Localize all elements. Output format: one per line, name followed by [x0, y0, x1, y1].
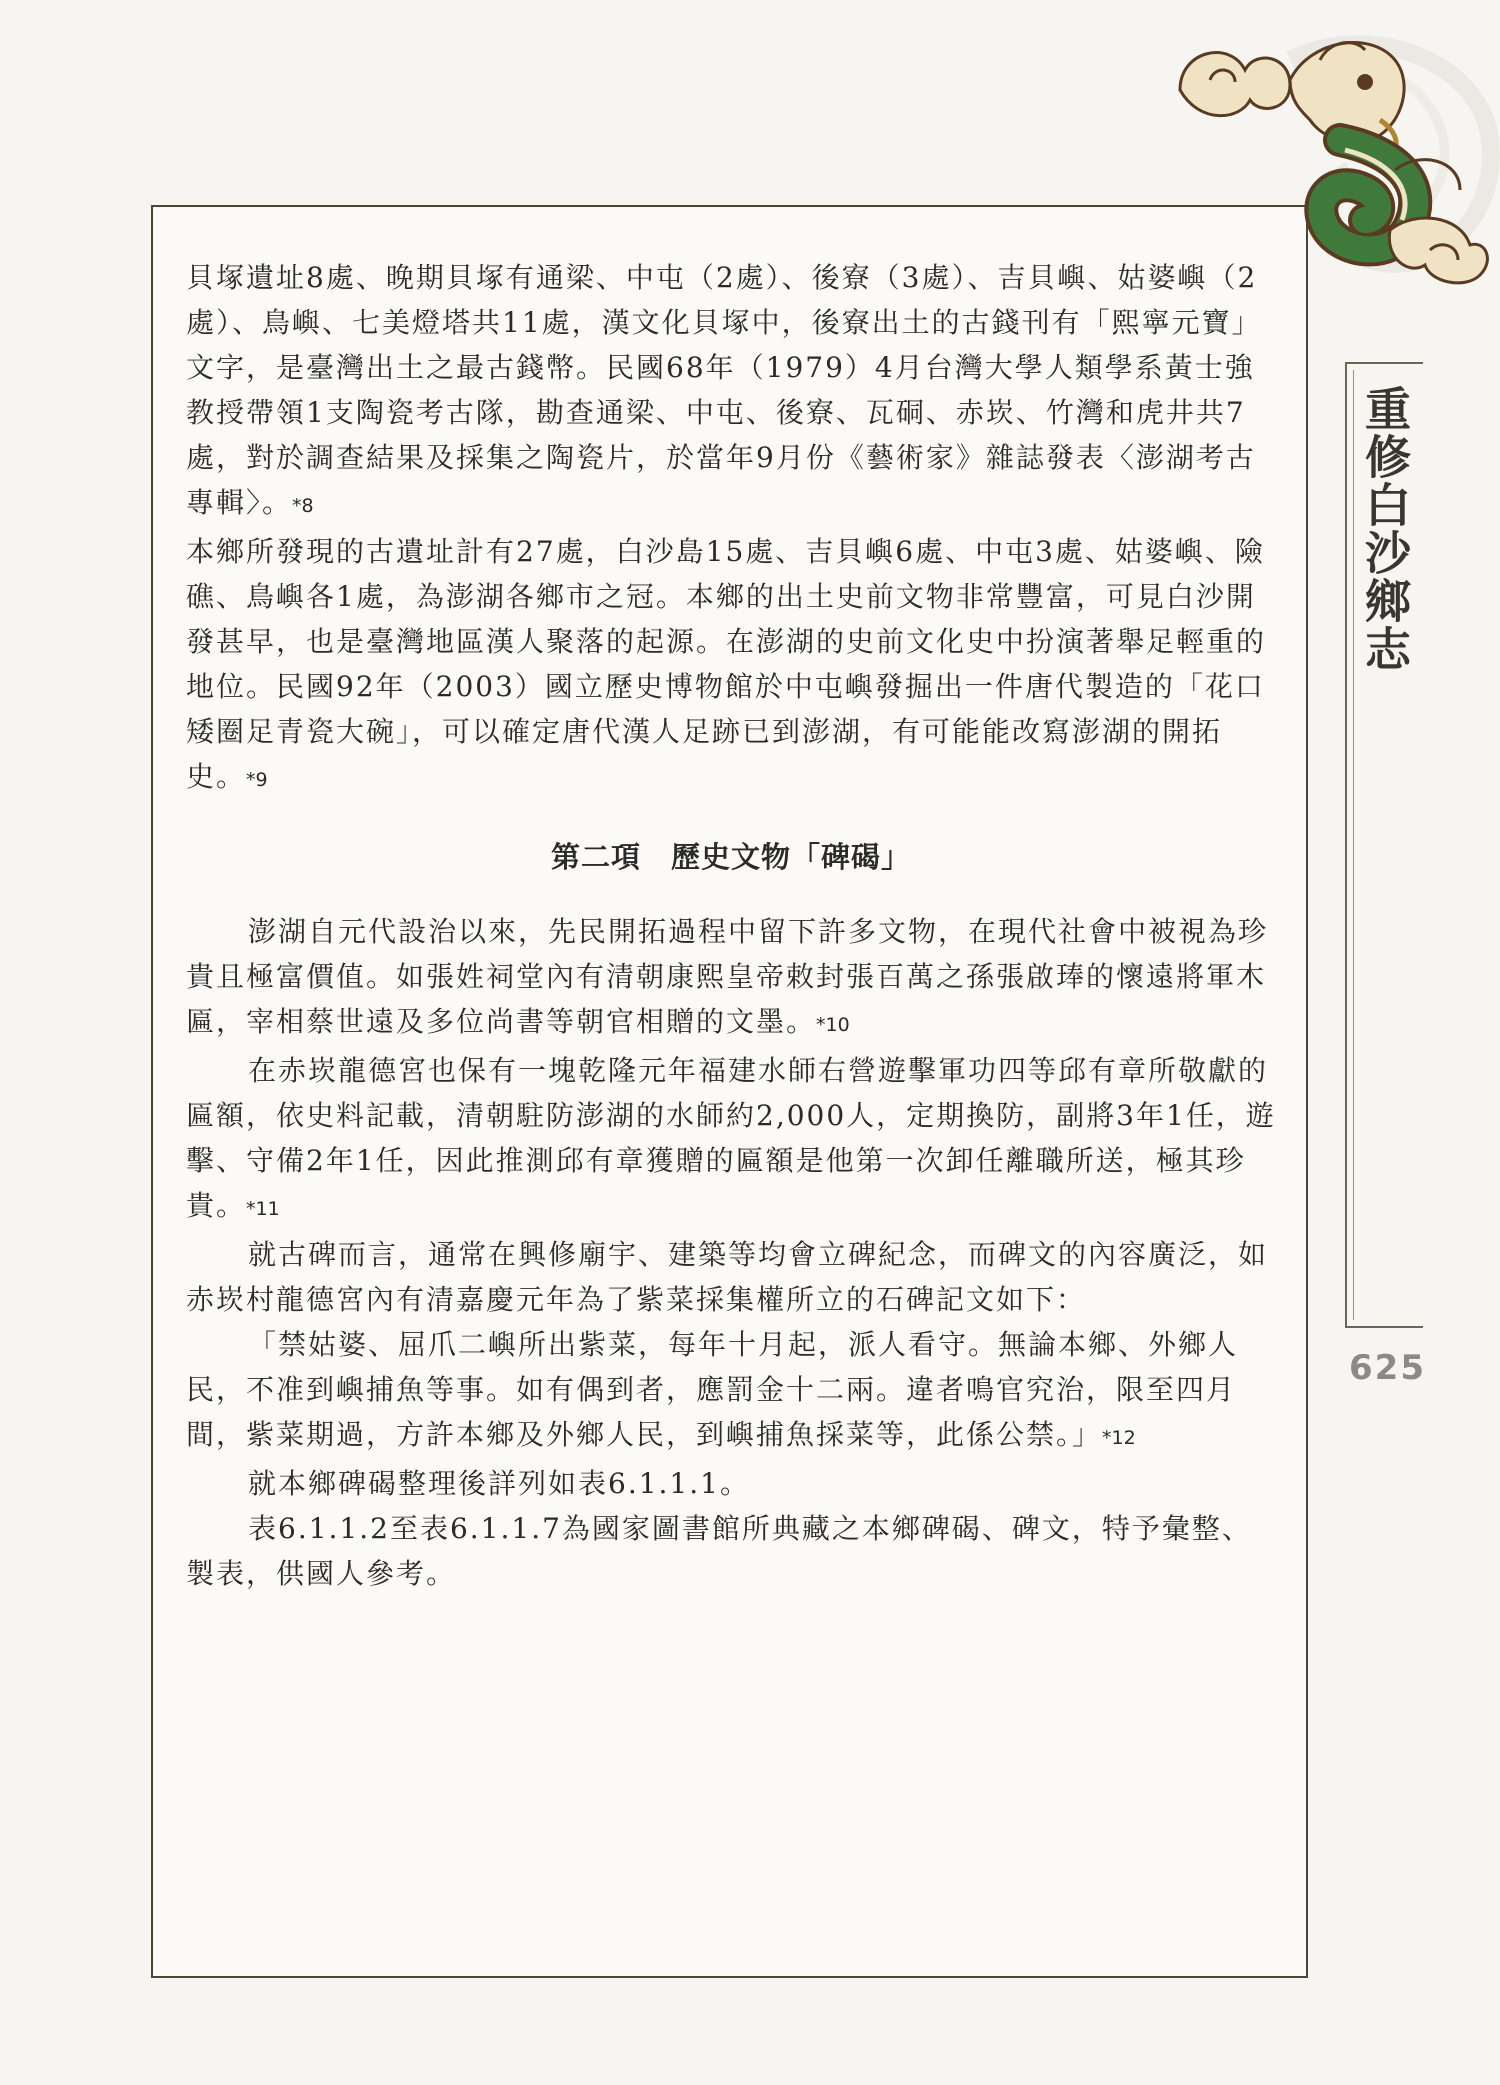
stele-quote: 「禁姑婆、屈爪二嶼所出紫菜，每年十月起，派人看守。無論本鄉、外鄉人民，不准到嶼捕魚等事。如有偶到者，應罰金十二兩。違者鳴官究治，限至四月間，紫菜期過，方許本鄉及外鄉人民，到嶼捕魚採菜等，此係公禁。」*12 [186, 1328, 1239, 1451]
page-number: 625 [1349, 1348, 1426, 1388]
paragraph: 就本鄉碑碣整理後詳列如表6.1.1.1。 [248, 1467, 750, 1500]
section-heading: 第二項 歷史文物「碑碣」 [550, 840, 911, 874]
footnote-marker: *9 [246, 769, 268, 791]
paragraph: 貝塚遺址8處、晚期貝塚有通梁、中屯（2處）、後寮（3處）、吉貝嶼、姑婆嶼（2處）、鳥嶼、七美燈塔共11處，漢文化貝塚中，後寮出土的古錢刊有「熙寧元寶」文字，是臺灣出土之最古錢幣。民國68年（1979）4月台灣大學人類學系黃士強教授帶領1支陶瓷考古隊，勘查通梁、中屯、後寮、瓦硐、赤崁、竹灣和虎井共7處，對於調查結果及採集之陶瓷片，於當年9月份《藝術家》雜誌發表〈澎湖考古專輯〉。*8 [186, 261, 1262, 519]
footnote-marker: *12 [1102, 1427, 1136, 1449]
paragraph: 就古碑而言，通常在興修廟宇、建築等均會立碑紀念，而碑文的內容廣泛，如赤崁村龍德宮內有清嘉慶元年為了紫菜採集權所立的石碑記文如下： [186, 1238, 1269, 1316]
body-text [186, 255, 1276, 1596]
paragraph: 表6.1.1.2至表6.1.1.7為國家圖書館所典藏之本鄉碑碣、碑文，特予彙整、製表，供國人參考。 [186, 1512, 1252, 1590]
book-title: 重修白沙鄉志 [1358, 385, 1412, 673]
paragraph: 澎湖自元代設治以來，先民開拓過程中留下許多文物，在現代社會中被視為珍貴且極富價值。如張姓祠堂內有清朝康熙皇帝敕封張百萬之孫張啟琫的懷遠將軍木匾，宰相蔡世遠及多位尚書等朝官相贈的文墨。*10 [186, 915, 1269, 1038]
footnote-marker: *10 [816, 1014, 850, 1036]
footnote-marker: *11 [246, 1198, 280, 1220]
paragraph: 在赤崁龍德宮也保有一塊乾隆元年福建水師右營遊擊軍功四等邱有章所敬獻的匾額，依史料記載，清朝駐防澎湖的水師約2,000人，定期換防，副將3年1任，遊擊、守備2年1任，因此推測邱有章獲贈的匾額是他第一次卸任離職所送，極其珍貴。*11 [186, 1054, 1276, 1222]
footnote-marker: *8 [292, 495, 314, 517]
paragraph: 本鄉所發現的古遺址計有27處，白沙島15處、吉貝嶼6處、中屯3處、姑婆嶼、險礁、鳥嶼各1處，為澎湖各鄉市之冠。本鄉的出土史前文物非常豐富，可見白沙開發甚早，也是臺灣地區漢人聚落的起源。在澎湖的史前文化史中扮演著舉足輕重的地位。民國92年（2003）國立歷史博物館於中屯嶼發掘出一件唐代製造的「花口矮圈足青瓷大碗」，可以確定唐代漢人足跡已到澎湖，有可能能改寫澎湖的開拓史。*9 [186, 535, 1267, 793]
